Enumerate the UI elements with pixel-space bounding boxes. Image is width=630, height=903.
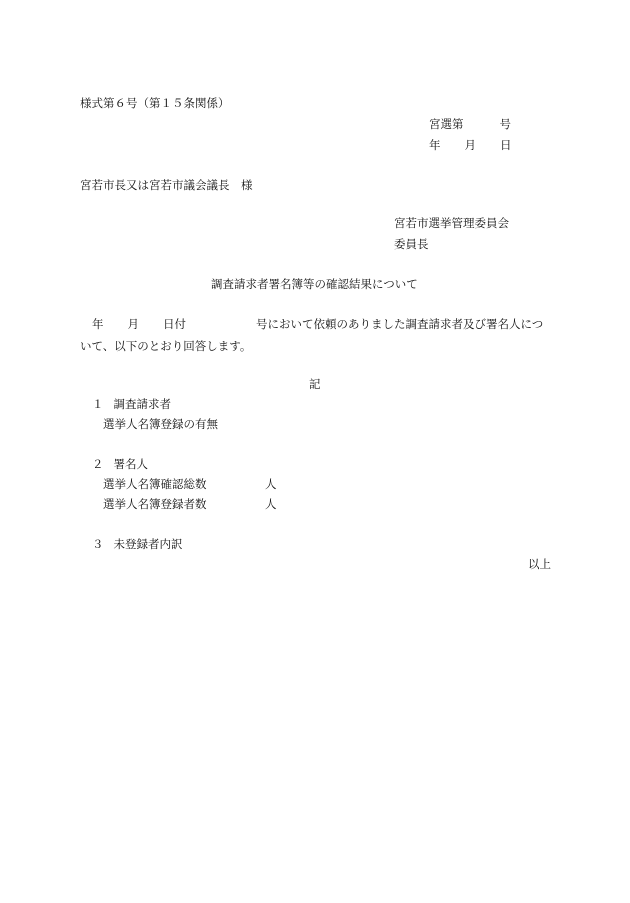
reference-suffix: 号: [499, 117, 511, 131]
section-2-item-1-unit: 人: [265, 477, 277, 491]
body-line-1: [92, 319, 543, 331]
section-2-item-2-unit: 人: [265, 497, 277, 511]
section-2-item-1-label: 選挙人名簿確認総数: [103, 477, 207, 491]
issue-date: [429, 140, 512, 152]
reference-prefix: 宮選第: [429, 117, 464, 131]
section-1-heading: [92, 399, 171, 411]
section-title: 調査請求者: [113, 397, 171, 411]
reference-number: [429, 119, 511, 131]
section-title: 署名人: [113, 457, 148, 471]
section-2-heading: [92, 459, 148, 471]
form-label: 様式第６号（第１５条関係）: [80, 96, 230, 110]
body-year-label: 年: [92, 317, 104, 331]
body-line-2: いて、以下のとおり回答します。: [80, 339, 252, 353]
issuer-title: 委員長: [394, 237, 429, 251]
body-line-1-text: 号において依頼のありました調査請求者及び署名人につ: [256, 317, 544, 331]
section-1-item-1: 選挙人名簿登録の有無: [103, 417, 218, 431]
section-title: 未登録者内訳: [113, 537, 183, 551]
body-month-label: 月: [127, 317, 139, 331]
date-year-label: 年: [429, 138, 441, 152]
closing-mark: 以上: [528, 557, 551, 571]
issuer-organization: 宮若市選挙管理委員会: [394, 216, 509, 230]
document-title: 調査請求者署名簿等の確認結果について: [211, 277, 418, 291]
section-3-heading: [92, 539, 183, 551]
section-2-item-2-label: 選挙人名簿登録者数: [103, 497, 207, 511]
addressee: 宮若市長又は宮若市議会議長 様: [80, 178, 253, 192]
section-number: １: [92, 397, 104, 411]
date-day-label: 日: [500, 138, 512, 152]
ki-marker: 記: [309, 377, 321, 391]
body-day-label: 日付: [163, 317, 186, 331]
section-number: ３: [92, 537, 104, 551]
date-month-label: 月: [464, 138, 476, 152]
section-number: ２: [92, 457, 104, 471]
